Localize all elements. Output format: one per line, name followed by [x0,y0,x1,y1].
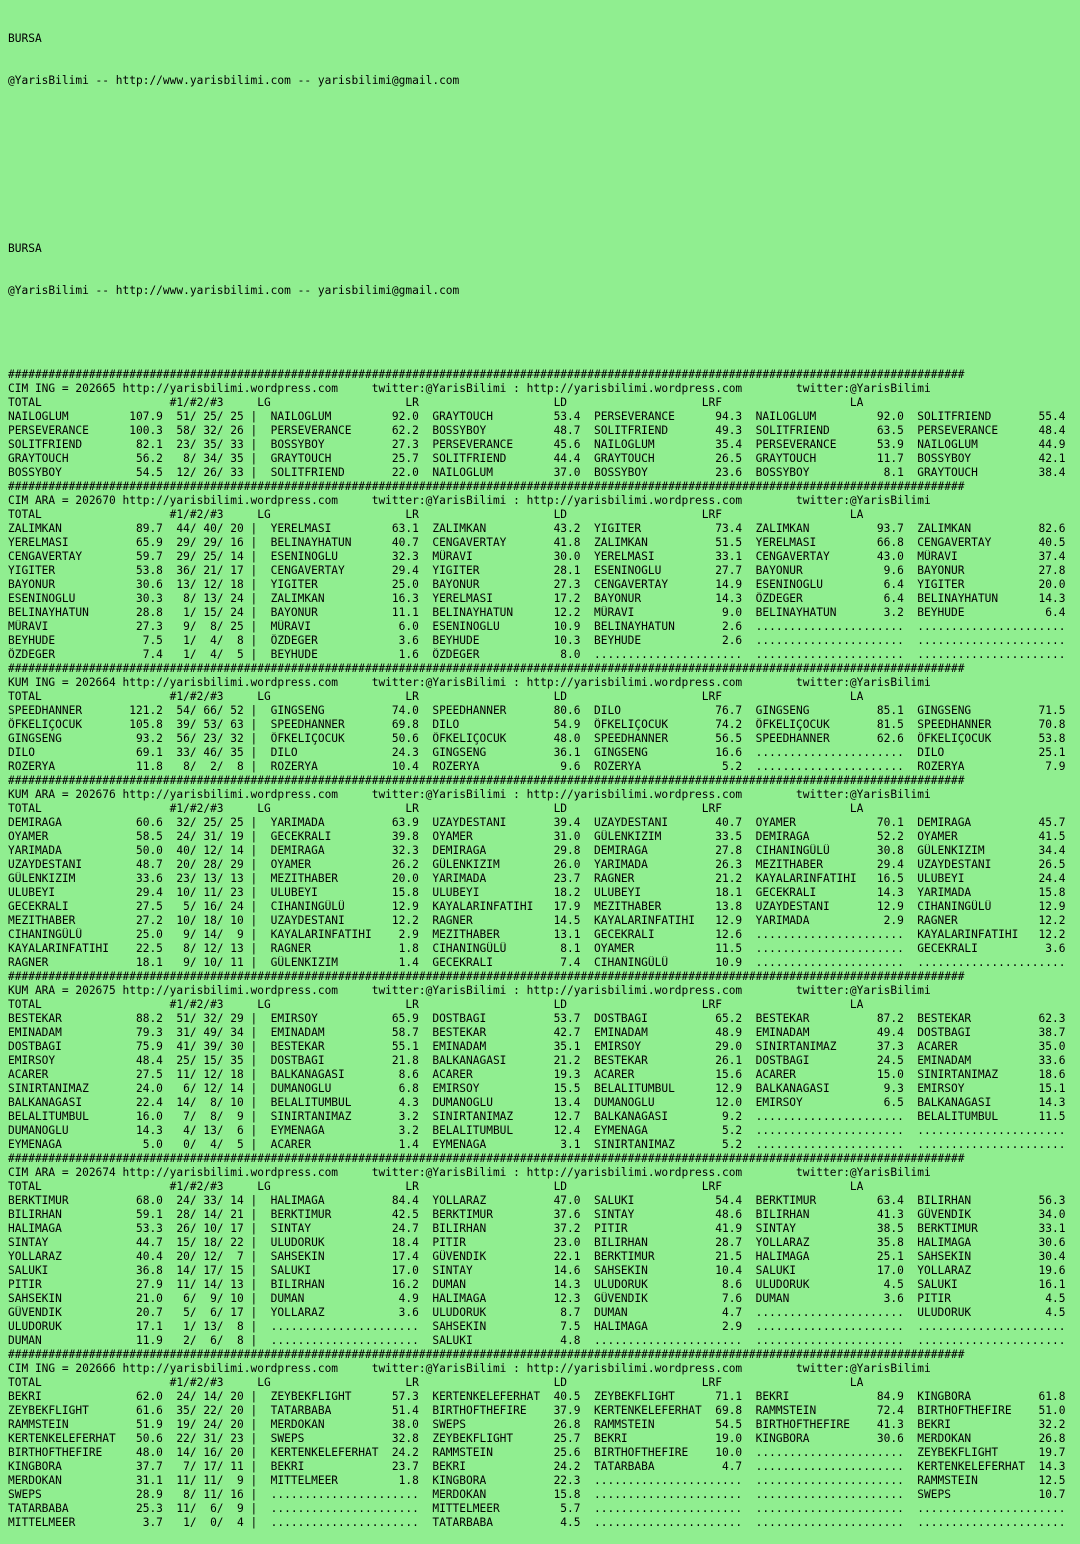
data-row-line: GECEKRALI 27.5 5/ 16/ 24 | CIHANINGÜLÜ 12.9 KAYALARINFATIHI 17.9 MEZITHABER 13.8 UZAYDESTANI 12.9 CIHANINGÜLÜ 12.9 [8,900,1066,913]
data-row-line: HALIMAGA 53.3 26/ 10/ 17 | SINTAY 24.7 BILIRHAN 37.2 PITIR 41.9 SINTAY 38.5 BERKTIMUR 33.1 [8,1222,1066,1235]
data-row-line: ESENINOGLU 30.3 8/ 13/ 24 | ZALIMKAN 16.3 YERELMASI 17.2 BAYONUR 14.3 ÖZDEGER 6.4 BELINAYHATUN 14.3 [8,592,1066,605]
data-row-line: GÜLENKIZIM 33.6 23/ 13/ 13 | MEZITHABER 20.0 YARIMADA 23.7 RAGNER 21.2 KAYALARINFATIHI 16.5 ULUBEYI 24.4 [8,872,1066,885]
data-row-line: DEMIRAGA 60.6 32/ 25/ 25 | YARIMADA 63.9 UZAYDESTANI 39.4 UZAYDESTANI 40.7 OYAMER 70.1 DEMIRAGA 45.7 [8,816,1066,829]
data-row-line: BIRTHOFTHEFIRE 48.0 14/ 16/ 20 | KERTENKELEFERHAT 24.2 RAMMSTEIN 25.6 BIRTHOFTHEFIRE 10.0 ...................... ZEYBEKFLIGHT 19.7 [8,1446,1066,1459]
data-row-line: SINIRTANIMAZ 24.0 6/ 12/ 14 | DUMANOGLU 6.8 EMIRSOY 15.5 BELALITUMBUL 12.9 BALKANAGASI 9.3 EMIRSOY 15.1 [8,1082,1066,1095]
data-row-line: MITTELMEER 3.7 1/ 0/ 4 | ...................... TATARBABA 4.5 ...................... ...................... ...................... [8,1516,1066,1529]
separator-line: ############################################################################################################################################## [8,480,965,493]
data-row-line: GINGSENG 93.2 56/ 23/ 32 | ÖFKELIÇOCUK 50.6 ÖFKELIÇOCUK 48.0 SPEEDHANNER 56.5 SPEEDHANNER 62.6 ÖFKELIÇOCUK 53.8 [8,732,1066,745]
data-row-line: ZALIMKAN 89.7 44/ 40/ 20 | YERELMASI 63.1 ZALIMKAN 43.2 YIGITER 73.4 ZALIMKAN 93.7 ZALIMKAN 82.6 [8,522,1066,535]
race-header-line: CIM ARA = 202670 http://yarisbilimi.wordpress.com twitter:@YarisBilimi : http://yarisbilimi.wordpress.com twitter:@YarisBilimi [8,494,931,507]
header-title: BURSA [8,242,42,255]
data-row-line: BAYONUR 30.6 13/ 12/ 18 | YIGITER 25.0 BAYONUR 27.3 CENGAVERTAY 14.9 ESENINOGLU 6.4 YIGITER 20.0 [8,578,1066,591]
data-row-line: CENGAVERTAY 59.7 29/ 25/ 14 | ESENINOGLU 32.3 MÜRAVI 30.0 YERELMASI 33.1 CENGAVERTAY 43.0 MÜRAVI 37.4 [8,550,1066,563]
data-row-line: UZAYDESTANI 48.7 20/ 28/ 29 | OYAMER 26.2 GÜLENKIZIM 26.0 YARIMADA 26.3 MEZITHABER 29.4 UZAYDESTANI 26.5 [8,858,1066,871]
data-row-line: KAYALARINFATIHI 22.5 8/ 12/ 13 | RAGNER 1.8 CIHANINGÜLÜ 8.1 OYAMER 11.5 ...................... GECEKRALI 3.6 [8,942,1066,955]
data-row-line: RAGNER 18.1 9/ 10/ 11 | GÜLENKIZIM 1.4 GECEKRALI 7.4 CIHANINGÜLÜ 10.9 ...................... ...................... [8,956,1066,969]
separator-line: ############################################################################################################################################## [8,1152,965,1165]
race-header-line: KUM ING = 202664 http://yarisbilimi.wordpress.com twitter:@YarisBilimi : http://yarisbilimi.wordpress.com twitter:@YarisBilimi [8,676,931,689]
data-row-line: MEZITHABER 27.2 10/ 18/ 10 | UZAYDESTANI 12.2 RAGNER 14.5 KAYALARINFATIHI 12.9 YARIMADA 2.9 RAGNER 12.2 [8,914,1066,927]
column-header-line: TOTAL #1/#2/#3 LG LR LD LRF LA [8,508,864,521]
data-row-line: SALUKI 36.8 14/ 17/ 15 | SALUKI 17.0 SINTAY 14.6 SAHSEKIN 10.4 SALUKI 17.0 YOLLARAZ 19.6 [8,1264,1066,1277]
separator-line: ############################################################################################################################################## [8,662,965,675]
race-header-line: KUM ARA = 202676 http://yarisbilimi.wordpress.com twitter:@YarisBilimi : http://yarisbilimi.wordpress.com twitter:@YarisBilimi [8,788,931,801]
data-row-line: ROZERYA 11.8 8/ 2/ 8 | ROZERYA 10.4 ROZERYA 9.6 ROZERYA 5.2 ...................... ROZERYA 7.9 [8,760,1066,773]
column-header-line: TOTAL #1/#2/#3 LG LR LD LRF LA [8,802,864,815]
data-row-line: GRAYTOUCH 56.2 8/ 34/ 35 | GRAYTOUCH 25.7 SOLITFRIEND 44.4 GRAYTOUCH 26.5 GRAYTOUCH 11.7 BOSSYBOY 42.1 [8,452,1066,465]
blank-line [8,200,1072,214]
race-header-line: CIM ING = 202666 http://yarisbilimi.wordpress.com twitter:@YarisBilimi : http://yarisbilimi.wordpress.com twitter:@YarisBilimi [8,1362,931,1375]
data-row-line: SOLITFRIEND 82.1 23/ 35/ 33 | BOSSYBOY 27.3 PERSEVERANCE 45.6 NAILOGLUM 35.4 PERSEVERANCE 53.9 NAILOGLUM 44.9 [8,438,1066,451]
data-row-line: SINTAY 44.7 15/ 18/ 22 | ULUDORUK 18.4 PITIR 23.0 BILIRHAN 28.7 YOLLARAZ 35.8 HALIMAGA 30.6 [8,1236,1066,1249]
data-row-line: ULUBEYI 29.4 10/ 11/ 23 | ULUBEYI 15.8 ULUBEYI 18.2 ULUBEYI 18.1 GECEKRALI 14.3 YARIMADA 15.8 [8,886,1066,899]
data-row-line: KINGBORA 37.7 7/ 17/ 11 | BEKRI 23.7 BEKRI 24.2 TATARBABA 4.7 ...................... KERTENKELEFERHAT 14.3 [8,1460,1066,1473]
data-row-line: PITIR 27.9 11/ 14/ 13 | BILIRHAN 16.2 DUMAN 14.3 ULUDORUK 8.6 ULUDORUK 4.5 SALUKI 16.1 [8,1278,1066,1291]
data-row-line: BEKRI 62.0 24/ 14/ 20 | ZEYBEKFLIGHT 57.3 KERTENKELEFERHAT 40.5 ZEYBEKFLIGHT 71.1 BEKRI 84.9 KINGBORA 61.8 [8,1390,1066,1403]
data-row-line: YIGITER 53.8 36/ 21/ 17 | CENGAVERTAY 29.4 YIGITER 28.1 ESENINOGLU 27.7 BAYONUR 9.6 BAYONUR 27.8 [8,564,1066,577]
separator-line: ############################################################################################################################################## [8,970,965,983]
data-row-line: BESTEKAR 88.2 51/ 32/ 29 | EMIRSOY 65.9 DOSTBAGI 53.7 DOSTBAGI 65.2 BESTEKAR 87.2 BESTEKAR 62.3 [8,1012,1066,1025]
blank-line [8,326,1072,340]
data-row-line: MÜRAVI 27.3 9/ 8/ 25 | MÜRAVI 6.0 ESENINOGLU 10.9 BELINAYHATUN 2.6 ...................... ...................... [8,620,1066,633]
race-report-text [8,368,1072,1530]
data-row-line: DUMANOGLU 14.3 4/ 13/ 6 | EYMENAGA 3.2 BELALITUMBUL 12.4 EYMENAGA 5.2 ...................... ...................... [8,1124,1066,1137]
data-row-line: BEYHUDE 7.5 1/ 4/ 8 | ÖZDEGER 3.6 BEYHUDE 10.3 BEYHUDE 2.6 ...................... ...................... [8,634,1066,647]
data-row-line: BALKANAGASI 22.4 14/ 8/ 10 | BELALITUMBUL 4.3 DUMANOGLU 13.4 DUMANOGLU 12.0 EMIRSOY 6.5 BALKANAGASI 14.3 [8,1096,1066,1109]
data-row-line: EMINADAM 79.3 31/ 49/ 34 | EMINADAM 58.7 BESTEKAR 42.7 EMINADAM 48.9 EMINADAM 49.4 DOSTBAGI 38.7 [8,1026,1066,1039]
data-row-line: OYAMER 58.5 24/ 31/ 19 | GECEKRALI 39.8 OYAMER 31.0 GÜLENKIZIM 33.5 DEMIRAGA 52.2 OYAMER 41.5 [8,830,1066,843]
header-title: BURSA [8,32,42,45]
separator-line: ############################################################################################################################################## [8,1348,965,1361]
data-row-line: DILO 69.1 33/ 46/ 35 | DILO 24.3 GINGSENG 36.1 GINGSENG 16.6 ...................... DILO 25.1 [8,746,1066,759]
data-row-line: SPEEDHANNER 121.2 54/ 66/ 52 | GINGSENG 74.0 SPEEDHANNER 80.6 DILO 76.7 GINGSENG 85.1 GINGSENG 71.5 [8,704,1066,717]
data-row-line: BELALITUMBUL 16.0 7/ 8/ 9 | SINIRTANIMAZ 3.2 SINIRTANIMAZ 12.7 BALKANAGASI 9.2 ...................... BELALITUMBUL 11.5 [8,1110,1066,1123]
data-row-line: BELINAYHATUN 28.8 1/ 15/ 24 | BAYONUR 11.1 BELINAYHATUN 12.2 MÜRAVI 9.0 BELINAYHATUN 3.2 BEYHUDE 6.4 [8,606,1066,619]
data-row-line: YERELMASI 65.9 29/ 29/ 16 | BELINAYHATUN 40.7 CENGAVERTAY 41.8 ZALIMKAN 51.5 YERELMASI 66.8 CENGAVERTAY 40.5 [8,536,1066,549]
blank-line [8,158,1072,172]
header-subtitle: @YarisBilimi -- http://www.yarisbilimi.com -- yarisbilimi@gmail.com [8,284,460,297]
data-row-line: RAMMSTEIN 51.9 19/ 24/ 20 | MERDOKAN 38.0 SWEPS 26.8 RAMMSTEIN 54.5 BIRTHOFTHEFIRE 41.3 BEKRI 32.2 [8,1418,1066,1431]
data-row-line: SWEPS 28.9 8/ 11/ 16 | ...................... MERDOKAN 15.8 ...................... ...................... SWEPS 10.7 [8,1488,1066,1501]
data-row-line: YARIMADA 50.0 40/ 12/ 14 | DEMIRAGA 32.3 DEMIRAGA 29.8 DEMIRAGA 27.8 CIHANINGÜLÜ 30.8 GÜLENKIZIM 34.4 [8,844,1066,857]
data-row-line: EYMENAGA 5.0 0/ 4/ 5 | ACARER 1.4 EYMENAGA 3.1 SINIRTANIMAZ 5.2 ...................... ...................... [8,1138,1066,1151]
data-row-line: KERTENKELEFERHAT 50.6 22/ 31/ 23 | SWEPS 32.8 ZEYBEKFLIGHT 25.7 BEKRI 19.0 KINGBORA 30.6 MERDOKAN 26.8 [8,1432,1066,1445]
header-subtitle: @YarisBilimi -- http://www.yarisbilimi.com -- yarisbilimi@gmail.com [8,74,460,87]
column-header-line: TOTAL #1/#2/#3 LG LR LD LRF LA [8,396,864,409]
data-row-line: TATARBABA 25.3 11/ 6/ 9 | ...................... MITTELMEER 5.7 ...................... ...................... ...................... [8,1502,1066,1515]
data-row-line: SAHSEKIN 21.0 6/ 9/ 10 | DUMAN 4.9 HALIMAGA 12.3 GÜVENDIK 7.6 DUMAN 3.6 PITIR 4.5 [8,1292,1066,1305]
data-row-line: ACARER 27.5 11/ 12/ 18 | BALKANAGASI 8.6 ACARER 19.3 ACARER 15.6 ACARER 15.0 SINIRTANIMAZ 18.6 [8,1068,1066,1081]
data-row-line: ÖFKELIÇOCUK 105.8 39/ 53/ 63 | SPEEDHANNER 69.8 DILO 54.9 ÖFKELIÇOCUK 74.2 ÖFKELIÇOCUK 81.5 SPEEDHANNER 70.8 [8,718,1066,731]
data-row-line: NAILOGLUM 107.9 51/ 25/ 25 | NAILOGLUM 92.0 GRAYTOUCH 53.4 PERSEVERANCE 94.3 NAILOGLUM 92.0 SOLITFRIEND 55.4 [8,410,1066,423]
separator-line: ############################################################################################################################################## [8,774,965,787]
data-row-line: BILIRHAN 59.1 28/ 14/ 21 | BERKTIMUR 42.5 BERKTIMUR 37.6 SINTAY 48.6 BILIRHAN 41.3 GÜVENDIK 34.0 [8,1208,1066,1221]
data-row-line: DUMAN 11.9 2/ 6/ 8 | ...................... SALUKI 4.8 ...................... ...................... ...................... [8,1334,1066,1347]
data-row-line: MERDOKAN 31.1 11/ 11/ 9 | MITTELMEER 1.8 KINGBORA 22.3 ...................... ...................... RAMMSTEIN 12.5 [8,1474,1066,1487]
race-header-line: CIM ING = 202665 http://yarisbilimi.wordpress.com twitter:@YarisBilimi : http://yarisbilimi.wordpress.com twitter:@YarisBilimi [8,382,931,395]
data-row-line: CIHANINGÜLÜ 25.0 9/ 14/ 9 | KAYALARINFATIHI 2.9 MEZITHABER 13.1 GECEKRALI 12.6 ...................... KAYALARINFATIHI 12.2 [8,928,1066,941]
data-row-line: GÜVENDIK 20.7 5/ 6/ 17 | YOLLARAZ 3.6 ULUDORUK 8.7 DUMAN 4.7 ...................... ULUDORUK 4.5 [8,1306,1066,1319]
column-header-line: TOTAL #1/#2/#3 LG LR LD LRF LA [8,1180,864,1193]
column-header-line: TOTAL #1/#2/#3 LG LR LD LRF LA [8,690,864,703]
data-row-line: ÖZDEGER 7.4 1/ 4/ 5 | BEYHUDE 1.6 ÖZDEGER 8.0 ...................... ...................... ...................... [8,648,1066,661]
column-header-line: TOTAL #1/#2/#3 LG LR LD LRF LA [8,1376,864,1389]
data-row-line: ULUDORUK 17.1 1/ 13/ 8 | ...................... SAHSEKIN 7.5 HALIMAGA 2.9 ...................... ...................... [8,1320,1066,1333]
race-header-line: CIM ARA = 202674 http://yarisbilimi.wordpress.com twitter:@YarisBilimi : http://yarisbilimi.wordpress.com twitter:@YarisBilimi [8,1166,931,1179]
data-row-line: BOSSYBOY 54.5 12/ 26/ 33 | SOLITFRIEND 22.0 NAILOGLUM 37.0 BOSSYBOY 23.6 BOSSYBOY 8.1 GRAYTOUCH 38.4 [8,466,1066,479]
data-row-line: ZEYBEKFLIGHT 61.6 35/ 22/ 20 | TATARBABA 51.4 BIRTHOFTHEFIRE 37.9 KERTENKELEFERHAT 69.8 RAMMSTEIN 72.4 BIRTHOFTHEFIRE 51.0 [8,1404,1066,1417]
data-row-line: BERKTIMUR 68.0 24/ 33/ 14 | HALIMAGA 84.4 YOLLARAZ 47.0 SALUKI 54.4 BERKTIMUR 63.4 BILIRHAN 56.3 [8,1194,1066,1207]
data-row-line: YOLLARAZ 40.4 20/ 12/ 7 | SAHSEKIN 17.4 GÜVENDIK 22.1 BERKTIMUR 21.5 HALIMAGA 25.1 SAHSEKIN 30.4 [8,1250,1066,1263]
column-header-line: TOTAL #1/#2/#3 LG LR LD LRF LA [8,998,864,1011]
separator-line: ############################################################################################################################################## [8,368,965,381]
data-row-line: EMIRSOY 48.4 25/ 15/ 35 | DOSTBAGI 21.8 BALKANAGASI 21.2 BESTEKAR 26.1 DOSTBAGI 24.5 EMINADAM 33.6 [8,1054,1066,1067]
data-row-line: PERSEVERANCE 100.3 58/ 32/ 26 | PERSEVERANCE 62.2 BOSSYBOY 48.7 SOLITFRIEND 49.3 SOLITFRIEND 63.5 PERSEVERANCE 48.4 [8,424,1066,437]
data-row-line: DOSTBAGI 75.9 41/ 39/ 30 | BESTEKAR 55.1 EMINADAM 35.1 EMIRSOY 29.0 SINIRTANIMAZ 37.3 ACARER 35.0 [8,1040,1066,1053]
race-header-line: KUM ARA = 202675 http://yarisbilimi.wordpress.com twitter:@YarisBilimi : http://yarisbilimi.wordpress.com twitter:@YarisBilimi [8,984,931,997]
blank-line [8,116,1072,130]
